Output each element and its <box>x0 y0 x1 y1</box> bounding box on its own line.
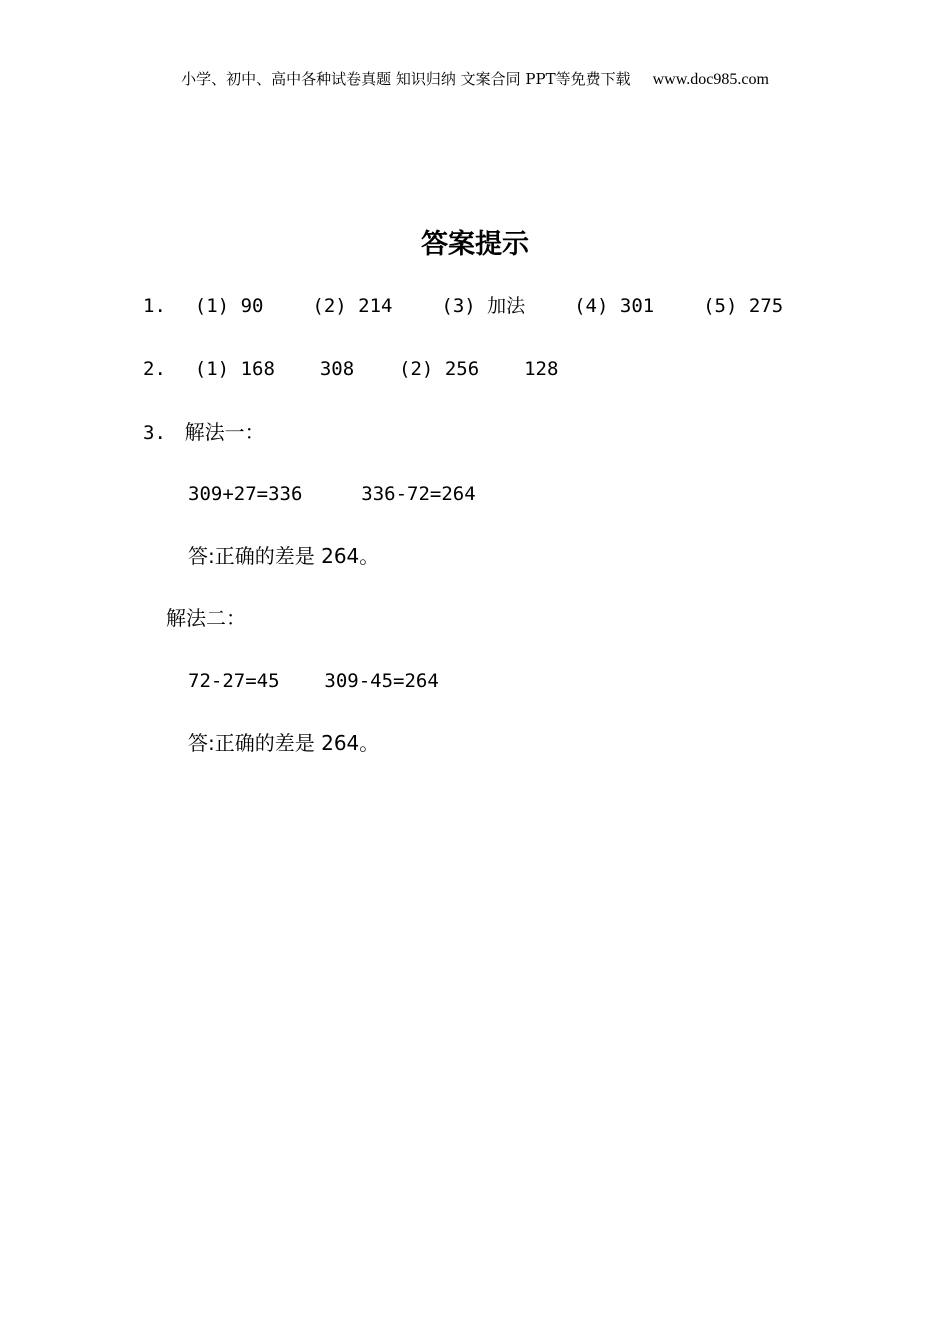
q1-item-label: (3) <box>441 295 476 317</box>
q2-item-value: 128 <box>524 358 559 380</box>
q1-line <box>143 294 783 318</box>
q1-number: 1. <box>143 295 166 317</box>
q1-item-label: (5) <box>703 295 738 317</box>
q1-item-value: 加法 <box>487 295 526 317</box>
q3-method1-eq2: 336-72=264 <box>361 483 476 505</box>
q1-item-value: 275 <box>748 295 784 317</box>
q3-method1-label: 解法一： <box>184 420 265 444</box>
q2-item-label: (2) <box>399 358 434 380</box>
q3-method2-eq2: 309-45=264 <box>324 670 439 692</box>
q2-number: 2. <box>143 358 166 380</box>
q2-item-value: 308 <box>319 358 355 380</box>
q3-line <box>143 420 265 445</box>
q2-line <box>143 357 558 381</box>
q3-method2-eq1: 72-27=45 <box>188 670 280 692</box>
q3-method2-label: 解法二： <box>166 606 246 630</box>
q3-method2-answer: 答:正确的差是 264。 <box>188 731 380 755</box>
q1-item-label: (2) <box>312 295 347 317</box>
page-header <box>0 68 950 89</box>
q1-item-label: (4) <box>574 295 609 317</box>
q1-item-value: 214 <box>358 295 393 317</box>
q3-number: 3. <box>143 422 166 444</box>
q3-method1-answer: 答:正确的差是 264。 <box>188 544 380 568</box>
header-text: 小学、初中、高中各种试卷真题 知识归纳 文案合同 PPT等免费下载 <box>181 70 631 88</box>
header-site-url: www.doc985.com <box>652 71 769 88</box>
q3-method2-equations <box>188 669 439 693</box>
q3-method1-eq1: 309+27=336 <box>188 483 303 505</box>
q2-item-value: 168 <box>240 358 275 380</box>
q1-item-value: 301 <box>619 295 655 317</box>
q2-item-label: (1) <box>194 358 230 380</box>
q3-method1-equations <box>188 482 476 506</box>
q1-item-label: (1) <box>194 295 230 317</box>
q1-item-value: 90 <box>240 295 264 317</box>
q2-item-value: 256 <box>444 358 480 380</box>
page-title: 答案提示 <box>421 229 529 260</box>
